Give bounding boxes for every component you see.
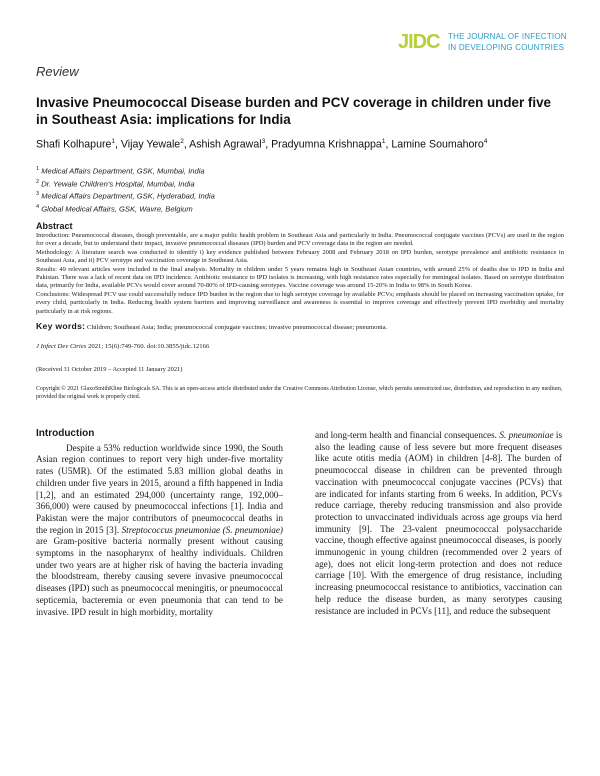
journal-logo (398, 30, 568, 56)
author: Lamine Soumahoro (391, 138, 484, 151)
author-aff: 3 (261, 138, 266, 145)
article-title: Invasive Pneumococcal Disease burden and PCV coverage in children under five in Southeast Asia: implications for India (36, 95, 551, 127)
journal-name (448, 31, 573, 53)
abstract-methodology: Methodology: A literature search was conducted to identify i) key evidence published between February 2008 and February 2018 on IPD burden, serotype prevalence and antibiotic resistance in Southeast Asia, and ii) PCV serotype and vaccination coverage in Southeast Asia. (36, 248, 564, 265)
journal-name-line2: IN DEVELOPING COUNTRIES (448, 43, 565, 52)
article-type: Review (36, 64, 79, 79)
affiliation: $^2$ Dr. Yewale Children's Hospital, Mumbai, India (36, 178, 195, 189)
abstract-conclusions: Conclusions: Widespread PCV use could successfully reduce IPD burden in the region due to high serotype coverage by available PCVs; emphasis should be placed on increasing vaccination uptake, for every child, particularly in India. Reducing health system barriers and improving surveillance and awareness is essential to improve coverage and effectively prevent IPD morbidity and mortality particularly in at risk regions. (36, 290, 564, 315)
affiliation: $^3$ Medical Affairs Department, GSK, Hyderabad, India (36, 191, 215, 201)
author-aff: 1 (381, 138, 386, 145)
citation-journal: J Infect Dev Ctries (36, 343, 87, 350)
body-paragraph: Despite a 53% reduction worldwide since 1990, the South Asian region continues to report very high under-five mortality rates (U5MR). Of the estimated 5.83 million global deaths in children under five years in 2015, around a fifth happened in India [1,2], and an estimated 294,000 (uncertainty range, 192,000–366,000) were caused by pneumococcal infections [1]. India and Pakistan were the major contributors of pneumococcal deaths in the region in 2015 [3]. Streptococcus pneumoniae (S. pneumoniae) are Gram-positive bacteria normally present without causing symptoms in the nasopharynx of healthy individuals. Children under two years are at higher risk of having the bacteria invading the bloodstream, thereby causing severe invasive pneumococcal diseases (IPD) such as pneumococcal meningitis, or pneumococcal septicemia, bacteremia or even pneumonia that can tend to be invasive. IPD result in high morbidity, mortality (36, 442, 283, 617)
keywords-text: Children; Southeast Asia; India; pneumococcal conjugate vaccines; invasive pneumococcal disease; pneumonia. (87, 324, 388, 331)
affiliation: $^4$ Global Medical Affairs, GSK, Wavre, Belgium (36, 204, 193, 214)
keywords-label: Key words: (36, 321, 86, 331)
affiliation-list (36, 164, 436, 215)
author: Shafi Kolhapure (36, 138, 112, 151)
body-column-left (36, 428, 283, 618)
received-dates: (Received 31 October 2019 – Accepted 11 January 2021) (36, 366, 183, 373)
keywords (36, 321, 564, 331)
author-aff: 4 (483, 138, 488, 145)
citation (36, 343, 209, 350)
author: Vijay Yewale (120, 138, 181, 151)
introduction-heading: Introduction (36, 428, 95, 439)
copyright-notice: Copyright © 2021 GlaxoSmithKline Biologicals SA. This is an open-access article distributed under the Creative Commons Attribution License, which permits unrestricted use, distribution, and reproduction in any medium, provided the original work is properly cited. (36, 386, 563, 400)
abstract-introduction: Introduction: Pneumococcal diseases, though preventable, are a major public health problem in Southeast Asia and particularly in India. Pneumococcal conjugate vaccines (PCVs) are used in the region for over a decade, but to understand their impact, invasive pneumococcal diseases (IPD) burden and PCV coverage data in the region are needed. (36, 232, 564, 248)
body-paragraph: and long-term health and financial consequences. S. pneumoniae is also the leading cause of less severe but more frequent diseases like acute otitis media (AOM) in children [4-8]. The burden of pneumococcal disease in children can be prevented through vaccination with pneumococcal conjugate vaccines (PCVs) that are indicated for infants starting from 6 weeks. In addition, PCVs reduce carriage, thereby reducing transmission and also provide protection to unvaccinated individuals across age groups via herd immunity [9]. The 23-valent pneumococcal polysaccharide vaccine, though effective against pneumococcal diseases, is poorly immunogenic in young children (recommended over 2 years of age), does not elicit long-term protection and does not reduce carriage [10]. With the emergence of drug resistance, including increasing pneumococcal resistance to antibiotics, vaccination can help reduce the disease burden, as many serotypes causing resistance are included in PCVs [11], and reduce the subsequent (315, 430, 563, 616)
author: Pradyumna Krishnappa (271, 138, 382, 151)
affiliation: $^1$ Medical Affairs Department, GSK, Mumbai, India (36, 166, 205, 176)
author-aff: 2 (180, 138, 184, 145)
abstract-results: Results: 49 relevant articles were included in the final analysis. Mortality in children under 5 years remains high in Southeast Asian countries, with around 25% of deaths due to IPD in India and Pakistan. There was a lack of recent data on IPD incidence. Antibiotic resistance to IPD isolates is increasing, with high resistance rates especially for meningeal isolates. Based on serotype distribution data, primarily for India, available PCVs would cover around 70-80% of IPD-causing serotypes. Vaccine coverage was around 15-20% in India to 98% in South Korea. (36, 265, 564, 290)
author: Ashish Agrawal (189, 138, 262, 151)
author-aff: 1 (111, 138, 116, 145)
journal-name-line1: THE JOURNAL OF INFECTION (448, 32, 567, 41)
body-column-right (315, 430, 562, 617)
author-list: Shafi Kolhapure$^1$, Vijay Yewale$^2$, Ashish Agrawal$^3$, Pradyumna Krishnappa$^1$, Lamine Soumahoro$^4$ (36, 138, 488, 151)
journal-logo-mark: JIDC (398, 31, 440, 53)
abstract-heading: Abstract (36, 221, 73, 231)
citation-details: 2021; 15(6):749-760. doi:10.3855/jidc.12166 (88, 343, 210, 350)
abstract-section (36, 221, 564, 316)
